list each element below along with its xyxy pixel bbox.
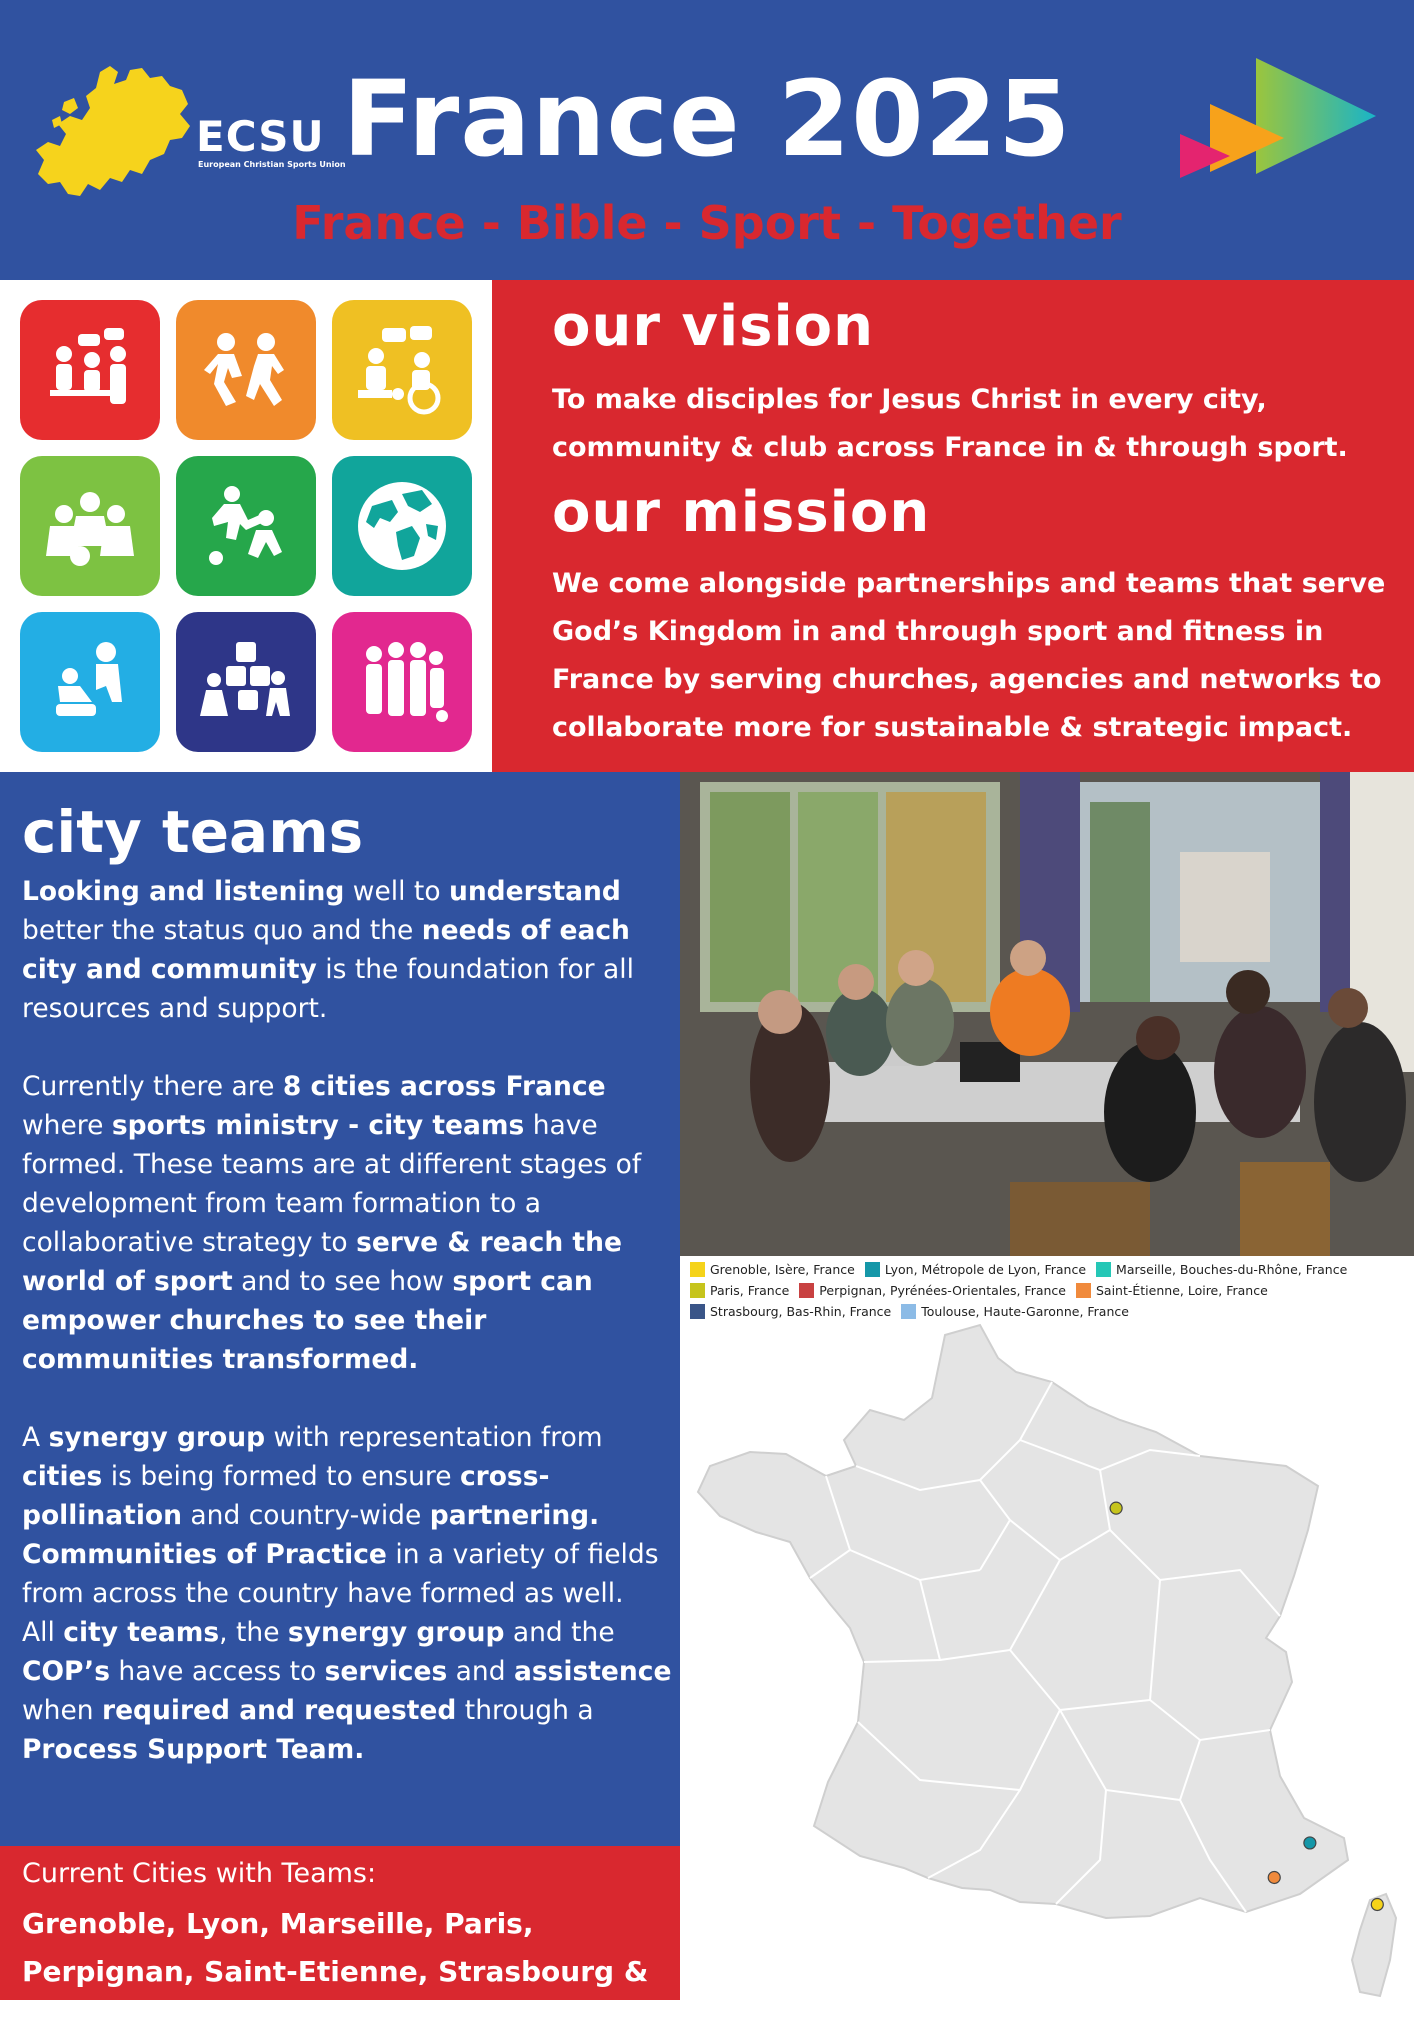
- text-run: have formed. These teams are at different stages of development from team formation to a collaborative strategy to: [22, 1110, 642, 1258]
- football-icon: [176, 456, 316, 596]
- text-run: in a variety of fields from across the country have formed as well.: [22, 1539, 659, 1609]
- current-cities-list: Grenoble, Lyon, Marseille, Paris, Perpignan, Saint-Etienne, Strasbourg & Toulouse: [22, 1907, 649, 2036]
- legend-label: Toulouse, Haute-Garonne, France: [921, 1304, 1129, 1319]
- bold-text: Process Support Team.: [22, 1734, 365, 1765]
- city-teams-heading: city teams: [22, 798, 364, 866]
- text-run: with representation from: [265, 1422, 603, 1453]
- arrows-logo-icon: [1180, 56, 1380, 186]
- icon-grid: [0, 280, 492, 772]
- city-marker[interactable]: [1371, 1898, 1383, 1910]
- city-teams-paragraph-4: [22, 1613, 672, 1769]
- text-run: Currently there are: [22, 1071, 283, 1102]
- legend-item: [690, 1259, 855, 1280]
- legend-item: [901, 1301, 1129, 1322]
- mission-text: We come alongside partnerships and teams that serve God’s Kingdom in and through sport and fitness in France by serving churches, agencies and networks to collaborate more for sustainable & strategic impact.: [552, 568, 1386, 743]
- text-run: A: [22, 1422, 49, 1453]
- building-icon: [176, 612, 316, 752]
- text-run: well to: [344, 876, 449, 907]
- text-run: , the: [219, 1617, 288, 1648]
- logo-text: ECSU: [196, 112, 325, 161]
- bold-text: cross-pollination: [22, 1461, 550, 1531]
- legend-label: Saint-Étienne, Loire, France: [1095, 1283, 1268, 1298]
- service-icon: [20, 612, 160, 752]
- legend-swatch: [865, 1262, 880, 1277]
- city-marker[interactable]: [1110, 1502, 1122, 1514]
- legend-item: [799, 1280, 1066, 1301]
- bold-text: synergy group: [48, 1422, 266, 1453]
- city-teams-body: [22, 872, 672, 1769]
- tagline: France - Bible - Sport - Together: [292, 196, 1122, 250]
- header-banner: [0, 0, 1414, 280]
- bold-text: understand: [448, 876, 621, 907]
- bold-text: Communities of Practice: [22, 1539, 387, 1570]
- running-icon: [176, 300, 316, 440]
- legend-label: Marseille, Bouches-du-Rhône, France: [1116, 1262, 1348, 1277]
- legend-swatch: [1076, 1283, 1091, 1298]
- legend-swatch: [901, 1304, 916, 1319]
- community-icon: [20, 456, 160, 596]
- bold-text: assistence: [513, 1656, 672, 1687]
- globe-icon: [332, 456, 472, 596]
- text-run: and the: [504, 1617, 615, 1648]
- text-run: and country-wide: [182, 1500, 430, 1531]
- legend-item: [1096, 1259, 1347, 1280]
- discussion-icon: [20, 300, 160, 440]
- legend-label: Strasbourg, Bas-Rhin, France: [710, 1304, 892, 1319]
- text-run: is being formed to ensure: [102, 1461, 460, 1492]
- bold-text: synergy group: [287, 1617, 505, 1648]
- legend-swatch: [799, 1283, 814, 1298]
- text-run: have access to: [109, 1656, 325, 1687]
- page-title: France 2025: [342, 58, 1072, 180]
- bold-text: services: [324, 1656, 448, 1687]
- legend-label: Perpignan, Pyrénées-Orientales, France: [819, 1283, 1066, 1298]
- team-meeting-photo: [680, 772, 1414, 1256]
- bold-text: Looking and listening: [22, 876, 345, 907]
- text-run: when: [22, 1695, 102, 1726]
- vision-mission-panel: [492, 280, 1414, 772]
- logo-subtitle: European Christian Sports Union: [198, 160, 346, 169]
- bold-text: required and requested: [102, 1695, 457, 1726]
- text-run: is the foundation for all resources and support.: [22, 954, 634, 1024]
- bold-text: COP’s: [22, 1656, 110, 1687]
- vision-heading: our vision: [552, 294, 875, 359]
- team-icon: [332, 612, 472, 752]
- text-run: through a: [456, 1695, 594, 1726]
- bold-text: cities: [22, 1461, 103, 1492]
- legend-label: Paris, France: [710, 1283, 790, 1298]
- legend-label: Grenoble, Isère, France: [710, 1262, 855, 1277]
- legend-swatch: [690, 1283, 705, 1298]
- city-teams-panel: [0, 772, 680, 1846]
- city-teams-paragraph-3: [22, 1418, 672, 1613]
- text-run: where: [22, 1110, 112, 1141]
- bold-text: sports ministry - city teams: [111, 1110, 525, 1141]
- current-cities-label: Current Cities with Teams:: [22, 1858, 377, 1889]
- city-marker[interactable]: [1268, 1871, 1280, 1883]
- bold-text: partnering.: [429, 1500, 600, 1531]
- legend-swatch: [1096, 1262, 1111, 1277]
- city-teams-paragraph-1: [22, 872, 672, 1028]
- mission-heading: our mission: [552, 480, 931, 545]
- current-cities-panel: [0, 1846, 680, 2036]
- legend-item: [865, 1259, 1086, 1280]
- inclusion-icon: [332, 300, 472, 440]
- france-map: [680, 1320, 1414, 2000]
- text-run: and to see how: [232, 1266, 453, 1297]
- legend-swatch: [690, 1304, 705, 1319]
- bold-text: needs of each city and community: [22, 915, 630, 985]
- bold-text: serve & reach the world of sport: [22, 1227, 622, 1297]
- bold-text: 8 cities across France: [282, 1071, 606, 1102]
- city-teams-paragraph-2: [22, 1067, 672, 1379]
- bold-text: sport can empower churches to see their communities transformed.: [22, 1266, 593, 1375]
- text-run: and: [447, 1656, 514, 1687]
- map-legend: [690, 1259, 1410, 1322]
- legend-label: Lyon, Métropole de Lyon, France: [884, 1262, 1087, 1277]
- legend-item: [690, 1301, 891, 1322]
- text-run: All: [22, 1617, 64, 1648]
- bold-text: city teams: [63, 1617, 220, 1648]
- city-marker[interactable]: [1304, 1837, 1316, 1849]
- legend-item: [1076, 1280, 1268, 1301]
- france-outline: [698, 1325, 1348, 1918]
- legend-item: [690, 1280, 789, 1301]
- legend-swatch: [690, 1262, 705, 1277]
- vision-text: To make disciples for Jesus Christ in every city, community & club across France in & through sport.: [552, 384, 1348, 463]
- text-run: better the status quo and the: [22, 915, 422, 946]
